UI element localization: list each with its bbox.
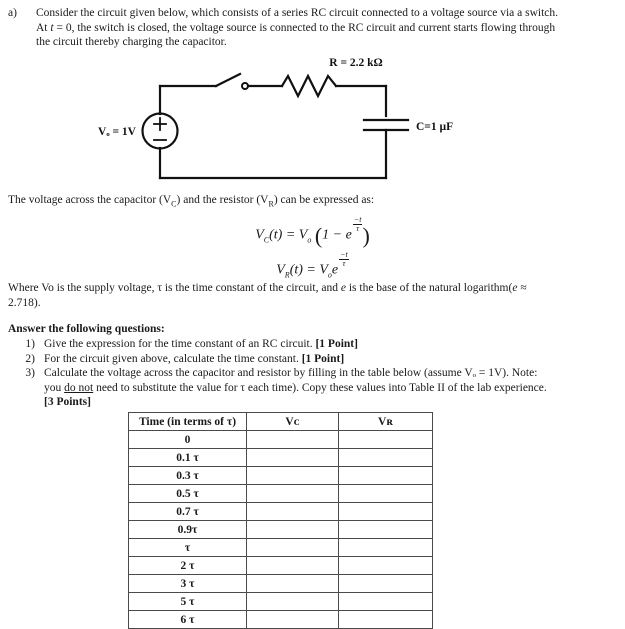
intro-body [36,6,616,50]
cell-vc[interactable] [247,539,339,557]
question-3-line-1: Calculate the voltage across the capacitor and resistor by filling in the table below (assume Vₒ = 1V). Note: [44,367,538,380]
eq1-lhs-sub: C [263,235,270,245]
eq2-exp-den: τ [339,259,349,268]
cell-vc[interactable] [247,521,339,539]
question-body-2 [44,352,620,367]
where-paragraph [8,281,618,311]
column-header-vc: Vᴄ [247,413,339,431]
table-header-row [129,413,433,431]
eq2-rhs-sub: o [327,270,332,280]
eq2-exponent [339,251,349,268]
cell-vc[interactable] [247,611,339,629]
question-number-1: 1) [25,338,35,350]
cell-vr[interactable] [339,539,433,557]
cell-vc[interactable] [247,467,339,485]
eq1-paren-close: ) [362,222,370,248]
switch-blade [216,74,240,86]
where-line-1: Where Vo is the supply voltage, τ is the time constant of the circuit, and e is the base of the natural logarithm(e ≈ [8,282,527,294]
cell-vr[interactable] [339,503,433,521]
table-row [129,503,433,521]
cell-vr[interactable] [339,593,433,611]
eq1-exp-den: τ [353,224,363,233]
cell-vc[interactable] [247,575,339,593]
question-item-3 [8,366,620,410]
lead-text-1: The voltage across the capacitor (V [8,194,172,206]
table-row [129,611,433,629]
rc-circuit-diagram [88,54,558,194]
eq1-exponent [353,216,363,233]
eq2-lhs-sub: R [284,270,290,280]
cell-vr[interactable] [339,575,433,593]
eq2-inner: e [331,263,339,279]
eq2-arg: (t) = [289,263,320,279]
eq2-lhs: V [276,263,285,279]
lead-sub-r: R [268,199,274,209]
cell-vc[interactable] [247,593,339,611]
table-row [129,521,433,539]
cell-vr[interactable] [339,521,433,539]
cell-vr[interactable] [339,557,433,575]
cell-time: 0.3 τ [129,467,247,485]
where-line-2: 2.718). [8,297,41,309]
cell-time: 5 τ [129,593,247,611]
table-row [129,485,433,503]
lead-sub-c: C [171,199,177,209]
table-row [129,557,433,575]
voltage-source-label: Vₒ = 1V [98,126,136,138]
question-body-3 [44,366,620,410]
cell-vr[interactable] [339,449,433,467]
intro-line-2: At t = 0, the switch is closed, the voltage source is connected to the RC circuit and current starts flowing through [36,21,556,34]
intro-paragraph [8,6,616,50]
eq1-exp-num: −t [353,215,362,224]
cell-vc[interactable] [247,431,339,449]
question-number-2: 2) [25,352,35,365]
question-3-line-2: you do not need to substitute the value for τ each time). Copy these values into Table II of the lab experience. [44,381,547,394]
cell-vr[interactable] [339,467,433,485]
cell-vr[interactable] [339,611,433,629]
question-2-line-1: For the circuit given above, calculate the time constant. [1 Point] [44,352,345,365]
cell-time: 6 τ [129,611,247,629]
eq2-exp-num: −t [340,250,348,260]
voltage-table [128,412,433,629]
intro-marker: a) [8,7,17,19]
cell-vc[interactable] [247,503,339,521]
cell-vr[interactable] [339,485,433,503]
equation-vc [0,215,625,253]
eq2-rhs-v: V [319,263,328,279]
cell-vc[interactable] [247,557,339,575]
question-number-3: 3) [25,367,35,380]
capacitor-label: C=1 µF [416,121,454,133]
lead-text-2: ) and the resistor (V [176,194,269,206]
intro-line-3: the circuit thereby charging the capacitor. [36,36,227,49]
table-row [129,575,433,593]
resistor-symbol [282,76,336,96]
cell-vc[interactable] [247,449,339,467]
cell-time: 0.9τ [129,521,247,539]
question-1-line-1: Give the expression for the time constant of an RC circuit. [1 Point] [44,338,358,350]
intro-line-1: Consider the circuit given below, which consists of a series RC circuit connected to a voltage source via a switch. [36,7,559,19]
table-row [129,539,433,557]
lead-text-3: ) can be expressed as: [273,194,375,206]
switch-pivot-dot [242,83,248,89]
cell-time: 0.7 τ [129,503,247,521]
column-header-time: Time (in terms of τ) [129,413,247,431]
table-row [129,467,433,485]
cell-time: 0 [129,431,247,449]
cell-time: 2 τ [129,557,247,575]
eq1-rhs-sub: o [307,235,312,245]
table-row [129,431,433,449]
table-row [129,593,433,611]
circuit-svg [88,54,558,194]
cell-time: 3 τ [129,575,247,593]
eq1-lhs: V [255,227,264,243]
eq1-inner: 1 − e [322,227,352,243]
equations-block [0,215,625,289]
eq1-paren-open: ( [314,222,323,248]
question-body-1 [44,337,620,352]
question-item-1 [8,337,620,352]
cell-time: 0.1 τ [129,449,247,467]
eq1-arg: (t) = [269,227,299,243]
cell-time: τ [129,539,247,557]
resistor-label: R = 2.2 kΩ [329,57,383,69]
column-header-vr: Vʀ [339,413,433,431]
expressions-lead-in [8,193,374,211]
answers-heading: Answer the following questions: [8,323,165,335]
cell-time: 0.5 τ [129,485,247,503]
eq1-rhs-v: V [298,227,308,243]
question-3-line-3: [3 Points] [44,396,91,409]
questions-list [8,337,620,410]
cell-vr[interactable] [339,431,433,449]
question-item-2 [8,352,620,367]
cell-vc[interactable] [247,485,339,503]
table-row [129,449,433,467]
voltage-table-wrapper [128,412,432,629]
